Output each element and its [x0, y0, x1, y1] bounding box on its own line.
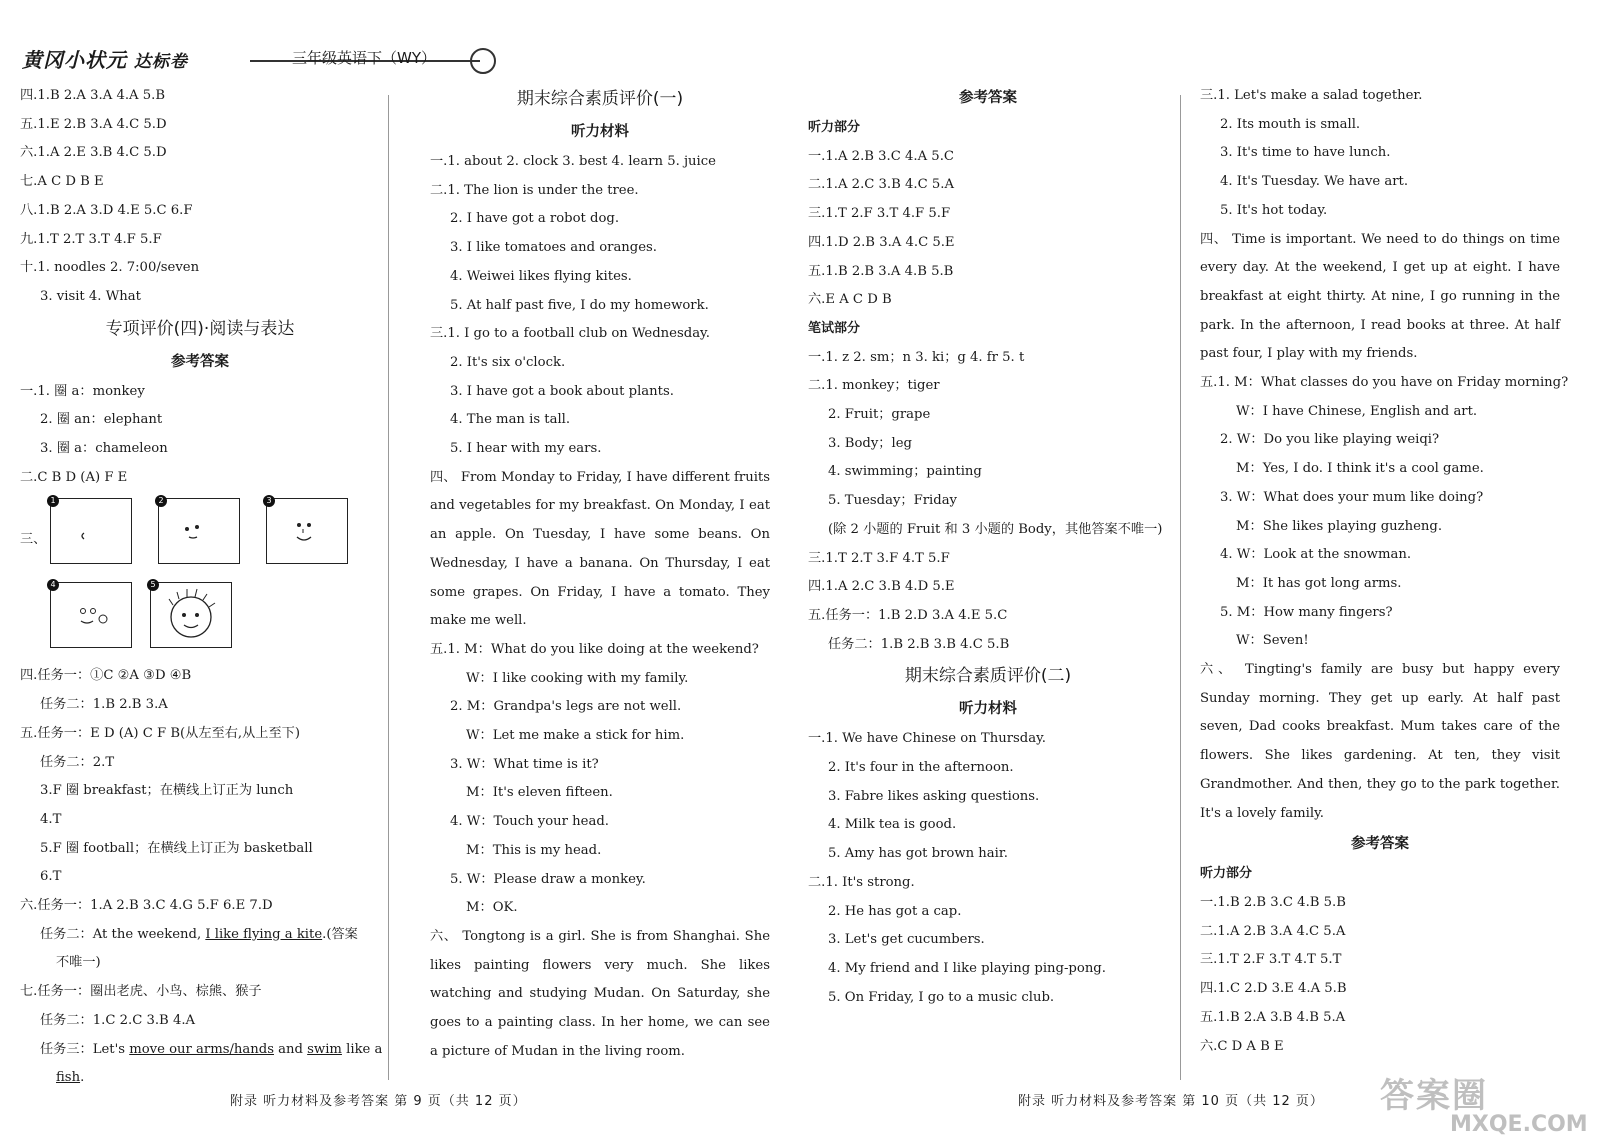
answer-line: 四.1.A 2.C 3.B 4.D 5.E [808, 579, 955, 595]
text-line: 4. It's Tuesday. We have art. [1220, 174, 1409, 190]
answer-line: 八.1.B 2.A 3.D 4.E 5.C 6.F [20, 202, 193, 218]
text-line: 二.1. It's strong. [808, 874, 915, 890]
text-line: 3. I like tomatoes and oranges. [450, 240, 658, 256]
part-label: 笔试部分 [808, 320, 861, 336]
answer-line: 五.1.B 2.A 3.B 4.B 5.A [1200, 1009, 1346, 1025]
text-line: 三.1. I go to a football club on Wednesday. [430, 326, 710, 342]
text-line: 2. W：Do you like playing weiqi? [1220, 432, 1440, 448]
column-1 [20, 82, 383, 1093]
answer-line: 6.T [40, 869, 62, 885]
answer-line [20, 921, 380, 950]
answer-line: 二.1.A 2.B 3.A 4.C 5.A [1200, 923, 1346, 939]
section-title: 专项评价(四)·阅读与表达 [105, 318, 295, 339]
answer-title: 参考答案 [1351, 836, 1409, 853]
watermark [1380, 1068, 1588, 1138]
text-line: 2. Its mouth is small. [1220, 116, 1361, 132]
text-line: 4. Milk tea is good. [828, 817, 957, 833]
page-footer-left: 附录 听力材料及参考答案 第 9 页（共 12 页） [230, 1094, 527, 1109]
column-2 [430, 82, 770, 1067]
underlined-answer: I like flying a kite [205, 926, 323, 942]
answer-line: 二.1.A 2.C 3.B 4.C 5.A [808, 177, 954, 193]
answer-line: 不唯一) [56, 955, 101, 971]
underlined-answer: swim [307, 1041, 342, 1057]
answer-line: 十.1. noodles 2. 7:00/seven [20, 260, 200, 276]
passage: 四、 From Monday to Friday, I have different fruits and vegetables for my breakfast. On Monday, I eat an apple. On Tuesday, I have some beans. On Wednesday, I have a banana. On Thursday, I eat some grapes. On Friday, I have a tomato. They make me well. [430, 469, 770, 629]
text-line: 3. I have got a book about plants. [450, 383, 674, 399]
face-drawing-1 [50, 498, 132, 564]
brand-subtitle: 达标卷 [133, 52, 188, 72]
answer-title: 参考答案 [171, 353, 229, 370]
answer-line: 5. Tuesday；Friday [828, 493, 958, 509]
text-line: M：She likes playing guzheng. [1236, 518, 1443, 534]
answer-line: 四.1.C 2.D 3.E 4.A 5.B [1200, 981, 1347, 997]
text: like a [341, 1041, 383, 1057]
passage: 六、 Tongtong is a girl. She is from Shanghai. She likes painting flowers very much. She likes watching and studying Mudan. On Saturday, she goes to a painting class. In her home, we can see a picture of Mudan in the living room. [430, 928, 770, 1059]
face-drawing-3 [266, 498, 348, 564]
answer-line: 2. 圈 an：elephant [40, 412, 163, 428]
text-line: 2. M：Grandpa's legs are not well. [450, 699, 682, 715]
answer-line: 六.E A C D B [808, 292, 892, 308]
text-line: 2. I have got a robot dog. [450, 211, 620, 227]
face-number: 1 [47, 495, 59, 507]
answer-note: (除 2 小题的 Fruit 和 3 小题的 Body，其他答案不唯一) [828, 521, 1163, 537]
passage: 四、 Time is important. We need to do things on time every day. At the weekend, I get up at eight. I have breakfast at eight thirty. At nine, I go running in the park. In the afternoon, I read books at three. At half past four, I play with my friends. [1200, 231, 1560, 362]
column-divider [388, 95, 389, 1080]
face-number: 3 [263, 495, 275, 507]
text-line: 五.1. M：What do you like doing at the weekend? [430, 641, 759, 657]
page-footer-right: 附录 听力材料及参考答案 第 10 页（共 12 页） [1018, 1094, 1324, 1109]
answer-line: 七.A C D B E [20, 174, 104, 190]
answer-line [20, 1064, 380, 1093]
face-drawings [20, 492, 380, 662]
text-line: M：It has got long arms. [1236, 575, 1402, 591]
answer-line: 3. Body；leg [828, 435, 912, 451]
answer-line: 4. swimming；painting [828, 464, 982, 480]
passage: 六、 Tingting's family are busy but happy every Sunday morning. They get up early. At half past seven, Dad cooks breakfast. Mum takes care of the flowers. She likes gardening. At ten, they visit Grandmother. And then, they go to the park together. It's a lovely family. [1200, 662, 1560, 821]
text-line: 4. W：Look at the snowman. [1220, 547, 1412, 563]
text-line: 5. At half past five, I do my homework. [450, 297, 709, 313]
text-line: 三.1. Let's make a salad together. [1200, 88, 1423, 103]
text-line: W：I like cooking with my family. [466, 670, 689, 686]
answer-line: 五.任务一：E D (A) C F B(从左至右,从上至下) [20, 725, 301, 741]
answer-line [20, 1036, 383, 1065]
text: . [80, 1070, 85, 1086]
answer-line: 四.1.D 2.B 3.A 4.C 5.E [808, 234, 955, 250]
face-sketch-icon [51, 499, 131, 563]
answer-line: 一.1. 圈 a：monkey [20, 383, 145, 399]
answer-line: 任务二：1.B 2.B 3.A [40, 697, 168, 713]
answer-line: 一.1. z 2. sm；n 3. ki；g 4. fr 5. t [808, 349, 1025, 365]
text-line: 3. Let's get cucumbers. [828, 932, 985, 948]
face-number: 5 [147, 579, 159, 591]
listen-title: 听力材料 [959, 701, 1017, 718]
answer-line: 四.1.B 2.A 3.A 4.A 5.B [20, 88, 166, 103]
text-line: W：Seven! [1236, 633, 1309, 649]
answer-line: 六.C D A B E [1200, 1038, 1284, 1054]
answer-line: 2. Fruit；grape [828, 407, 931, 423]
face-number: 4 [47, 579, 59, 591]
column-4 [1200, 82, 1569, 1061]
text-line: 3. W：What time is it? [450, 756, 599, 772]
listen-title: 听力材料 [571, 124, 629, 140]
text: .(答案 [322, 926, 358, 942]
answer-line: 一.1.B 2.B 3.C 4.B 5.B [1200, 894, 1346, 910]
text-line: 2. It's four in the afternoon. [828, 760, 1014, 776]
section-label: 三、 [20, 532, 47, 548]
text-line: M：OK. [466, 900, 518, 916]
answer-line: 3.F 圈 breakfast；在横线上订正为 lunch [40, 783, 294, 799]
text-line: 5. M：How many fingers? [1220, 604, 1393, 620]
answer-line: 九.1.T 2.T 3.T 4.F 5.F [20, 231, 162, 247]
answer-line: 三.1.T 2.F 3.T 4.F 5.F [808, 206, 951, 222]
answer-line: 四.任务一：①C ②A ③D ④B [20, 668, 192, 684]
answer-line: 七.任务一：圈出老虎、小鸟、棕熊、猴子 [20, 984, 262, 1000]
text-line: 5. It's hot today. [1220, 202, 1328, 218]
underlined-answer: fish [56, 1070, 81, 1086]
face-sketch-icon [51, 583, 131, 647]
text: 任务三：Let's [40, 1041, 130, 1057]
section-title: 期末综合素质评价(一) [516, 89, 684, 109]
answer-line: 六.任务一：1.A 2.B 3.C 4.G 5.F 6.E 7.D [20, 898, 273, 914]
answer-line: 3. 圈 a：chameleon [40, 441, 168, 457]
column-3 [808, 82, 1168, 1012]
swirl-icon [470, 48, 496, 74]
text-line: 3. It's time to have lunch. [1220, 145, 1391, 161]
text-line: 5. I hear with my ears. [450, 441, 602, 457]
answer-line: 任务二：2.T [40, 754, 115, 770]
text: 任务二：At the weekend, [40, 926, 206, 942]
face-sketch-icon [267, 499, 347, 563]
text-line: 二.1. The lion is under the tree. [430, 182, 639, 198]
text-line: 一.1. We have Chinese on Thursday. [808, 731, 1046, 747]
watermark-top: 答案圈 [1380, 1076, 1488, 1116]
column-divider [1180, 95, 1181, 1080]
answer-line: 一.1.A 2.B 3.C 4.A 5.C [808, 148, 954, 164]
answer-title: 参考答案 [959, 90, 1017, 106]
text-line: 4. W：Touch your head. [450, 814, 609, 830]
answer-line: 三.1.T 2.T 3.F 4.T 5.F [808, 550, 950, 566]
answer-line: 五.任务一：1.B 2.D 3.A 4.E 5.C [808, 607, 1008, 623]
text-line: W：Let me make a stick for him. [466, 728, 685, 744]
face-drawing-4 [50, 582, 132, 648]
answer-line: 5.F 圈 football；在横线上订正为 basketball [40, 840, 313, 856]
text-line: 五.1. M：What classes do you have on Friday morning? [1200, 375, 1569, 391]
section-title: 期末综合素质评价(二) [904, 666, 1072, 687]
text-line: 3. W：What does your mum like doing? [1220, 489, 1484, 505]
text-line: M：This is my head. [466, 842, 602, 858]
text-line: W：I have Chinese, English and art. [1236, 403, 1478, 419]
text-line: 5. W：Please draw a monkey. [450, 871, 646, 887]
part-label: 听力部分 [1200, 866, 1253, 882]
answer-line: 五.1.B 2.B 3.A 4.B 5.B [808, 263, 954, 279]
text-line: 4. My friend and I like playing ping-pong. [828, 960, 1106, 976]
face-sketch-icon [159, 499, 239, 563]
answer-line: 3. visit 4. What [40, 288, 141, 304]
text-line: 5. Amy has got brown hair. [828, 846, 1008, 862]
answer-line: 六.1.A 2.E 3.B 4.C 5.D [20, 145, 167, 161]
answer-line: 二.C B D (A) F E [20, 469, 128, 485]
text-line: 4. The man is tall. [450, 412, 571, 428]
answer-line: 任务二：1.B 2.B 3.B 4.C 5.B [828, 636, 1010, 652]
brand-name: 黄冈小状元 [22, 48, 127, 72]
answer-line: 二.1. monkey；tiger [808, 378, 940, 394]
answer-line: 五.1.E 2.B 3.A 4.C 5.D [20, 116, 167, 132]
part-label: 听力部分 [808, 120, 861, 135]
answer-line: 任务二：1.C 2.C 3.B 4.A [40, 1012, 196, 1028]
text-line: 2. It's six o'clock. [450, 354, 566, 370]
answer-line: 4.T [40, 811, 62, 827]
text-line: 2. He has got a cap. [828, 903, 962, 919]
text-line: M：It's eleven fifteen. [466, 785, 613, 801]
text-line: 3. Fabre likes asking questions. [828, 788, 1040, 804]
brand-logo [22, 44, 188, 73]
text: and [273, 1041, 308, 1057]
watermark-bottom: MXQE.COM [1450, 1112, 1588, 1137]
answer-line: 三.1.T 2.F 3.T 4.T 5.T [1200, 952, 1342, 968]
face-number: 2 [155, 495, 167, 507]
text-line: M：Yes, I do. I think it's a cool game. [1236, 461, 1484, 477]
grade-label: 三年级英语下（WY） [292, 49, 436, 67]
face-drawing-5 [150, 582, 232, 648]
face-drawing-2 [158, 498, 240, 564]
underlined-answer: move our arms/hands [129, 1041, 274, 1057]
text-line: 5. On Friday, I go to a music club. [828, 989, 1055, 1005]
face-sketch-icon [151, 583, 231, 647]
text-line: 一.1. about 2. clock 3. best 4. learn 5. juice [430, 154, 716, 169]
text-line: 4. Weiwei likes flying kites. [450, 268, 632, 284]
